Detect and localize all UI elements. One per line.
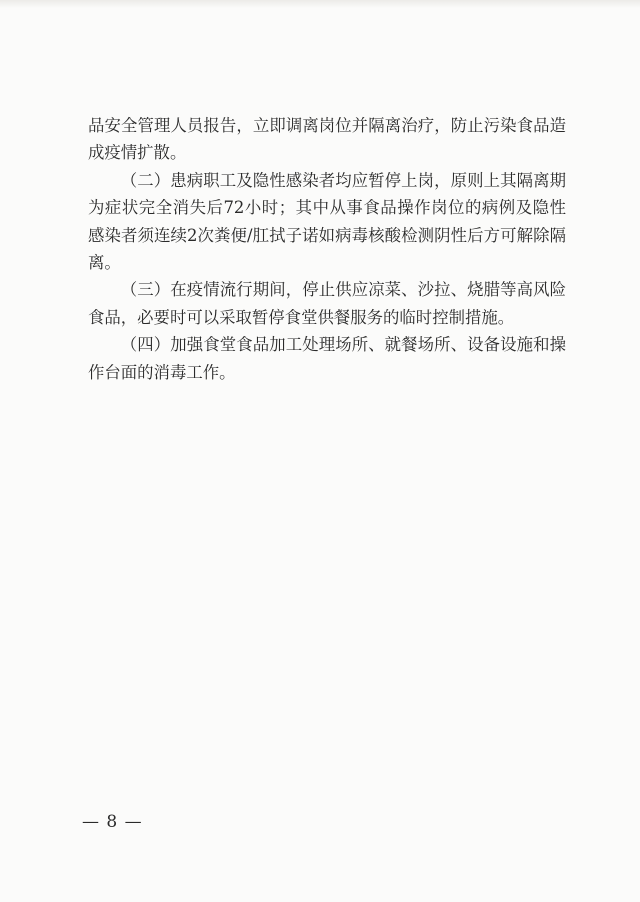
page-number: — 8 — <box>82 812 143 832</box>
paragraph-continuation: 品安全管理人员报告，立即调离岗位并隔离治疗，防止污染食品造成疫情扩散。 <box>88 116 566 163</box>
paragraph-item-4: （四）加强食堂食品加工处理场所、就餐场所、设备设施和操作台面的消毒工作。 <box>88 335 566 382</box>
document-body <box>88 112 566 386</box>
paragraph-item-3: （三）在疫情流行期间，停止供应凉菜、沙拉、烧腊等高风险食品，必要时可以采取暂停食堂供餐服务的临时控制措施。 <box>88 280 566 327</box>
scan-shadow <box>0 0 640 8</box>
paragraph-item-2: （二）患病职工及隐性感染者均应暂停上岗，原则上其隔离期为症状完全消失后72小时；其中从事食品操作岗位的病例及隐性感染者须连续2次粪便/肛拭子诺如病毒核酸检测阴性后方可解除隔离。 <box>88 170 566 273</box>
